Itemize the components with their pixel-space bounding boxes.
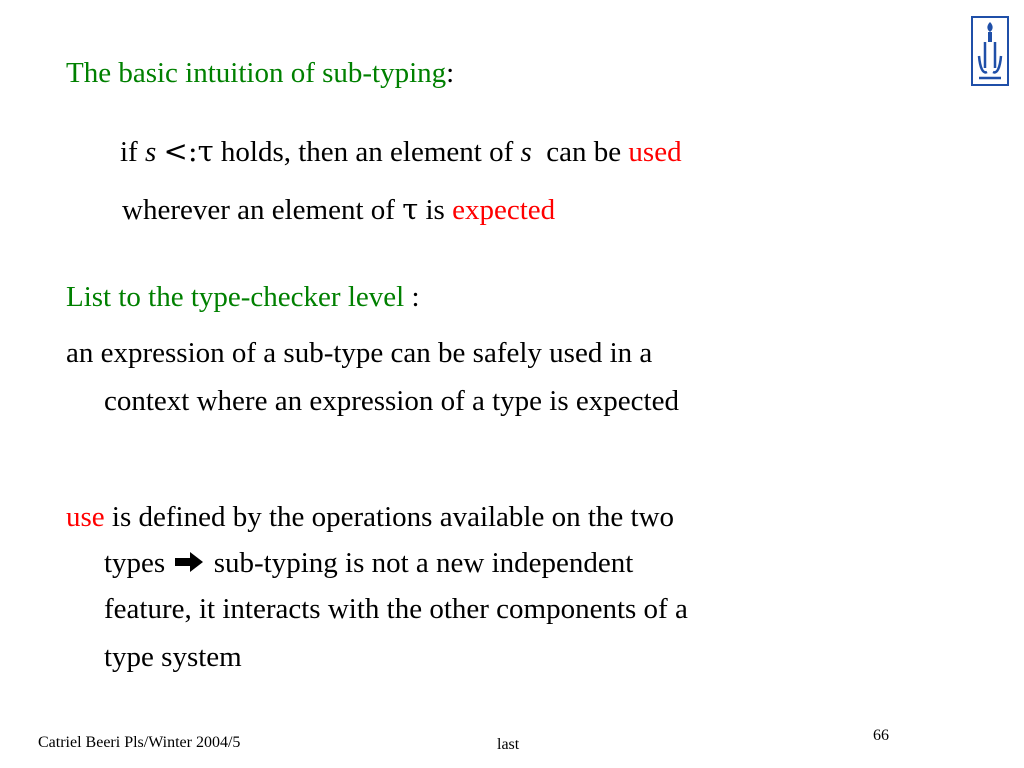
types-word: types <box>104 547 166 579</box>
para2-line-4: type system <box>104 641 242 673</box>
university-logo-icon <box>971 16 1009 86</box>
heading-type-checker-text: List to the type-checker level <box>66 281 405 313</box>
heading-colon: : <box>446 57 455 89</box>
para2-line-3: feature, it interacts with the other components of a <box>104 593 688 625</box>
emphasis-use: use <box>66 501 105 533</box>
para1-line-1: an expression of a sub-type can be safely used in a <box>66 337 653 369</box>
can-be-text: can be <box>546 136 622 168</box>
heading-type-checker-level <box>66 280 420 314</box>
intuition-line-1 <box>120 134 682 169</box>
heading-subtyping-intuition <box>66 56 454 90</box>
heading-subtyping-text: The basic intuition of sub-typing <box>66 57 447 89</box>
wherever-text: wherever an element of <box>122 194 403 226</box>
emphasis-used: used <box>628 136 682 168</box>
var-s: s <box>144 136 157 168</box>
subtype-relation-symbol: < <box>163 134 188 168</box>
page-number: 66 <box>873 727 889 744</box>
is-text: is <box>418 194 453 226</box>
emphasis-expected: expected <box>452 194 556 226</box>
para2-line-1 <box>66 500 674 534</box>
subtype-relation-tau: :τ <box>187 134 214 168</box>
var-s-second: s <box>520 136 532 168</box>
para1-line-2: context where an expression of a type is expected <box>104 385 679 417</box>
right-arrow-icon <box>174 548 204 582</box>
intuition-line-2 <box>122 192 555 227</box>
footer-last-link[interactable]: last <box>497 736 520 753</box>
intuition-middle-text: holds, then an element of <box>213 136 521 168</box>
heading-type-checker-colon: : <box>404 281 420 313</box>
para2-line-1-rest: is defined by the operations available on the two <box>104 501 675 533</box>
para2-line-2-rest: sub-typing is not a new independent <box>213 547 634 579</box>
word-if: if <box>120 136 138 168</box>
para2-line-2 <box>104 546 633 582</box>
tau-symbol: τ <box>402 192 419 226</box>
footer-author: Catriel Beeri Pls/Winter 2004/5 <box>38 734 241 751</box>
